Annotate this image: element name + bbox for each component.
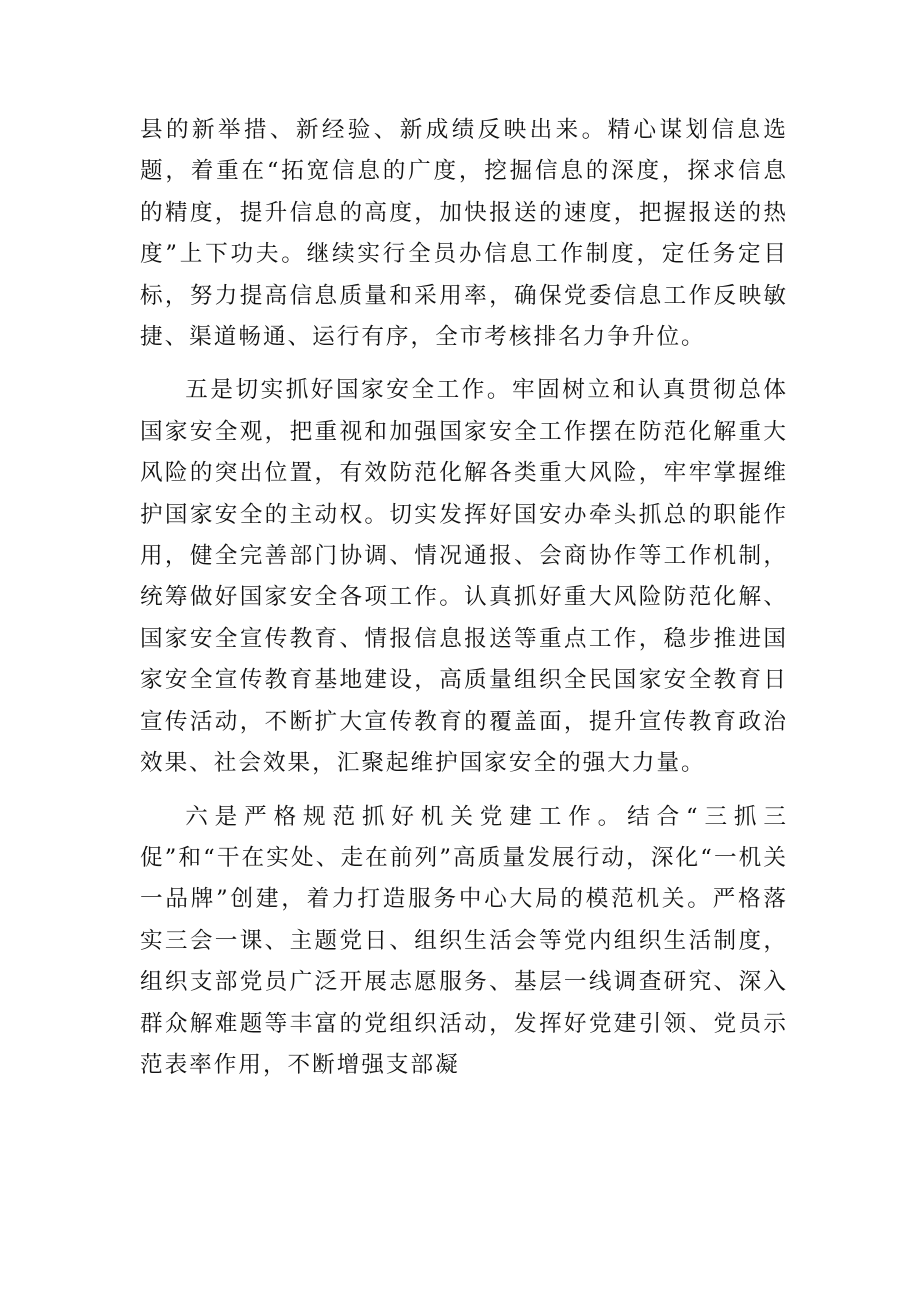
paragraph-continued-information-work: 县的新举措、新经验、新成绩反映出来。精心谋划信息选题，着重在“拓宽信息的广度，挖掘信息的深度，探求信息的精度，提升信息的高度，加快报送的速度，把握报送的热度”上下功夫。继续实行全员办信息工作制度，定任务定目标，努力提高信息质量和采用率，确保党委信息工作反映敏捷、渠道畅通、运行有序，全市考核排名力争升位。: [140, 117, 788, 351]
document-body: [140, 110, 788, 1098]
paragraph-five-national-security: 五是切实抓好国家安全工作。牢固树立和认真贯彻总体国家安全观，把重视和加强国家安全工作摆在防范化解重大风险的突出位置，有效防范化解各类重大风险，牢牢掌握维护国家安全的主动权。切实发挥好国安办牵头抓总的职能作用，健全完善部门协调、情况通报、会商协作等工作机制，统筹做好国家安全各项工作。认真抓好重大风险防范化解、国家安全宣传教育、情报信息报送等重点工作，稳步推进国家安全宣传教育基地建设，高质量组织全民国家安全教育日宣传活动，不断扩大宣传教育的覆盖面，提升宣传教育政治效果、社会效果，汇聚起维护国家安全的强大力量。: [140, 377, 788, 777]
paragraph-six-party-building: 六是严格规范抓好机关党建工作。结合“三抓三促”和“干在实处、走在前列”高质量发展行动，深化“一机关一品牌”创建，着力打造服务中心大局的模范机关。严格落实三会一课、主题党日、组织生活会等党内组织生活制度，组织支部党员广泛开展志愿服务、基层一线调查研究、深入群众解难题等丰富的党组织活动，发挥好党建引领、党员示范表率作用，不断增强支部凝: [140, 803, 788, 1078]
